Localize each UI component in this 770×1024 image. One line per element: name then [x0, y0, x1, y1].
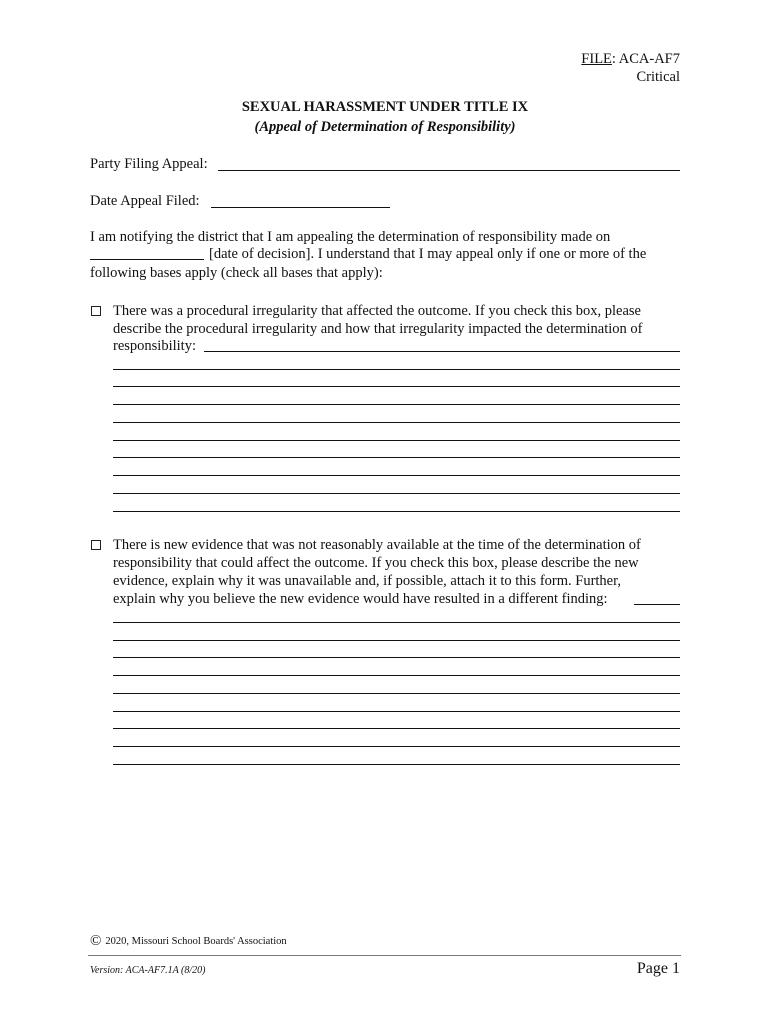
intro-line-3: following bases apply (check all bases that apply): [90, 265, 383, 281]
option1-answer-line[interactable] [113, 511, 680, 512]
option1-answer-line[interactable] [113, 493, 680, 494]
decision-date-field[interactable] [90, 259, 204, 260]
option1-answer-line[interactable] [113, 440, 680, 441]
file-code: : ACA-AF7 [611, 51, 680, 67]
option2-line-3: evidence, explain why it was unavailable and, if possible, attach it to this form. Further, [113, 573, 621, 589]
option2-answer-line[interactable] [113, 675, 680, 676]
option1-line-1: There was a procedural irregularity that affected the outcome. If you check this box, please [113, 303, 641, 319]
option2-answer-line[interactable] [113, 622, 680, 623]
procedural-irregularity-checkbox[interactable] [91, 306, 101, 316]
option2-line-2: responsibility that could affect the outcome. If you check this box, please describe the new [113, 555, 639, 571]
version-label: Version: ACA-AF7.1A (8/20) [90, 965, 206, 976]
option1-answer-line[interactable] [113, 422, 680, 423]
option1-answer-line[interactable] [113, 457, 680, 458]
page-number: Page 1 [636, 960, 680, 977]
option2-answer-line[interactable] [634, 604, 680, 605]
document-title: SEXUAL HARASSMENT UNDER TITLE IX [241, 99, 529, 115]
option1-answer-line[interactable] [113, 369, 680, 370]
file-label: FILE [581, 51, 612, 67]
copyright-notice [90, 933, 287, 950]
date-filed-field[interactable] [211, 207, 390, 208]
option2-answer-line[interactable] [113, 728, 680, 729]
option2-line-1: There is new evidence that was not reasonably available at the time of the determination of [113, 537, 641, 553]
option2-line-4: explain why you believe the new evidence would have resulted in a different finding: [113, 591, 608, 607]
footer-divider [88, 955, 681, 956]
option1-line-3: responsibility: [113, 338, 196, 354]
option2-answer-line[interactable] [113, 711, 680, 712]
option2-answer-line[interactable] [113, 746, 680, 747]
date-filed-label: Date Appeal Filed: [90, 193, 200, 209]
option2-answer-line[interactable] [113, 693, 680, 694]
party-filing-label: Party Filing Appeal: [90, 156, 208, 172]
option1-answer-line[interactable] [113, 404, 680, 405]
new-evidence-checkbox[interactable] [91, 540, 101, 550]
copyright-symbol: © [90, 933, 102, 949]
option1-answer-line[interactable] [204, 351, 680, 352]
option1-answer-line[interactable] [113, 475, 680, 476]
option1-answer-line[interactable] [113, 386, 680, 387]
party-filing-field[interactable] [218, 170, 680, 171]
intro-line-2: [date of decision]. I understand that I may appeal only if one or more of the [209, 246, 647, 262]
document-subtitle: (Appeal of Determination of Responsibility) [254, 119, 516, 135]
option2-answer-line[interactable] [113, 640, 680, 641]
file-status: Critical [636, 69, 680, 85]
option2-answer-line[interactable] [113, 764, 680, 765]
intro-line-1: I am notifying the district that I am appealing the determination of responsibility made on [90, 229, 611, 245]
option1-line-2: describe the procedural irregularity and how that irregularity impacted the determination of [113, 321, 643, 337]
file-header [581, 50, 680, 86]
option2-answer-line[interactable] [113, 657, 680, 658]
copyright-text: 2020, Missouri School Boards' Association [105, 936, 287, 947]
